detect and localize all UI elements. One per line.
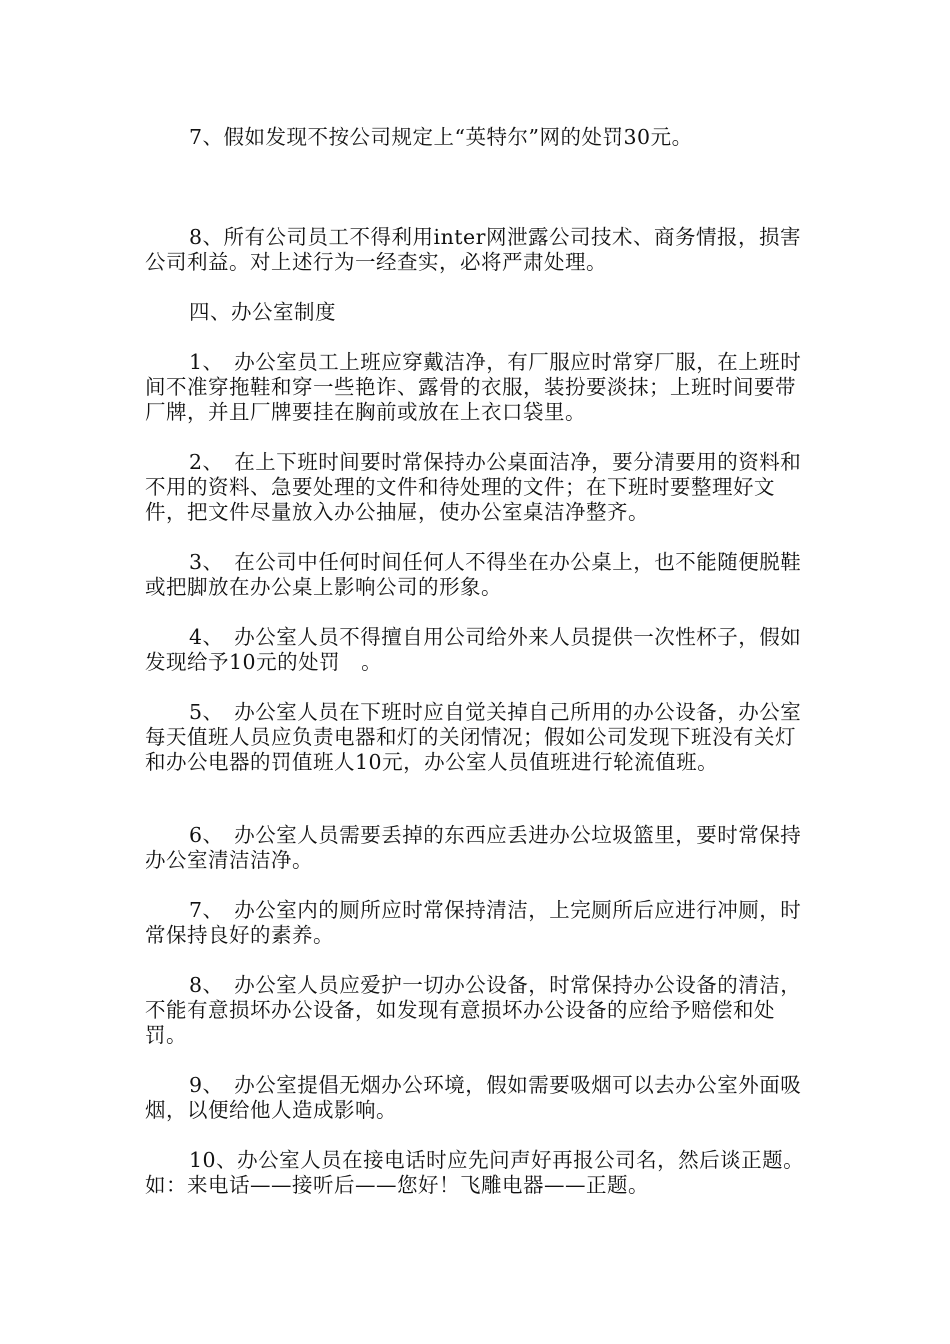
paragraph-office-rule-7: 7、 办公室内的厕所应时常保持清洁，上完厕所后应进行冲厕，时常保持良好的素养。 bbox=[145, 898, 802, 947]
paragraph-rule-8-confidentiality: 8、所有公司员工不得利用inter网泄露公司技术、商务情报，损害公司利益。对上述行为一经查实，必将严肃处理。 bbox=[145, 225, 801, 274]
paragraph-office-rule-4: 4、 办公室人员不得擅自用公司给外来人员提供一次性杯子，假如发现给予10元的处罚 。 bbox=[145, 625, 802, 674]
paragraph-office-rule-9: 9、 办公室提倡无烟办公环境，假如需要吸烟可以去办公室外面吸烟，以便给他人造成影响。 bbox=[145, 1073, 802, 1122]
paragraph-office-rule-5: 5、 办公室人员在下班时应自觉关掉自己所用的办公设备，办公室每天值班人员应负责电器和灯的关闭情况；假如公司发现下班没有关灯和办公电器的罚值班人10元，办公室人员值班进行轮流值班。 bbox=[145, 700, 802, 774]
section-heading-office-rules: 四、办公室制度 bbox=[189, 300, 336, 324]
paragraph-office-rule-1: 1、 办公室员工上班应穿戴洁净，有厂服应时常穿厂服，在上班时间不准穿拖鞋和穿一些艳诈、露骨的衣服，装扮要淡抹；上班时间要带厂牌，并且厂牌要挂在胸前或放在上衣口袋里。 bbox=[145, 350, 802, 424]
paragraph-office-rule-6: 6、 办公室人员需要丢掉的东西应丢进办公垃圾篮里，要时常保持办公室清洁洁净。 bbox=[145, 823, 802, 872]
paragraph-office-rule-10: 10、办公室人员在接电话时应先问声好再报公司名，然后谈正题。如：来电话——接听后——您好！飞雕电器——正题。 bbox=[145, 1148, 805, 1197]
paragraph-office-rule-3: 3、 在公司中任何时间任何人不得坐在办公桌上，也不能随便脱鞋或把脚放在办公桌上影响公司的形象。 bbox=[145, 550, 802, 599]
paragraph-office-rule-2: 2、 在上下班时间要时常保持办公桌面洁净，要分清要用的资料和不用的资料、急要处理的文件和待处理的文件；在下班时要整理好文件，把文件尽量放入办公抽屉，使办公室桌洁净整齐。 bbox=[145, 450, 802, 524]
paragraph-rule-7-internet: 7、假如发现不按公司规定上“英特尔”网的处罚30元。 bbox=[189, 125, 693, 149]
paragraph-office-rule-8: 8、 办公室人员应爱护一切办公设备，时常保持办公设备的清洁，不能有意损坏办公设备，如发现有意损坏办公设备的应给予赔偿和处罚。 bbox=[145, 973, 802, 1047]
